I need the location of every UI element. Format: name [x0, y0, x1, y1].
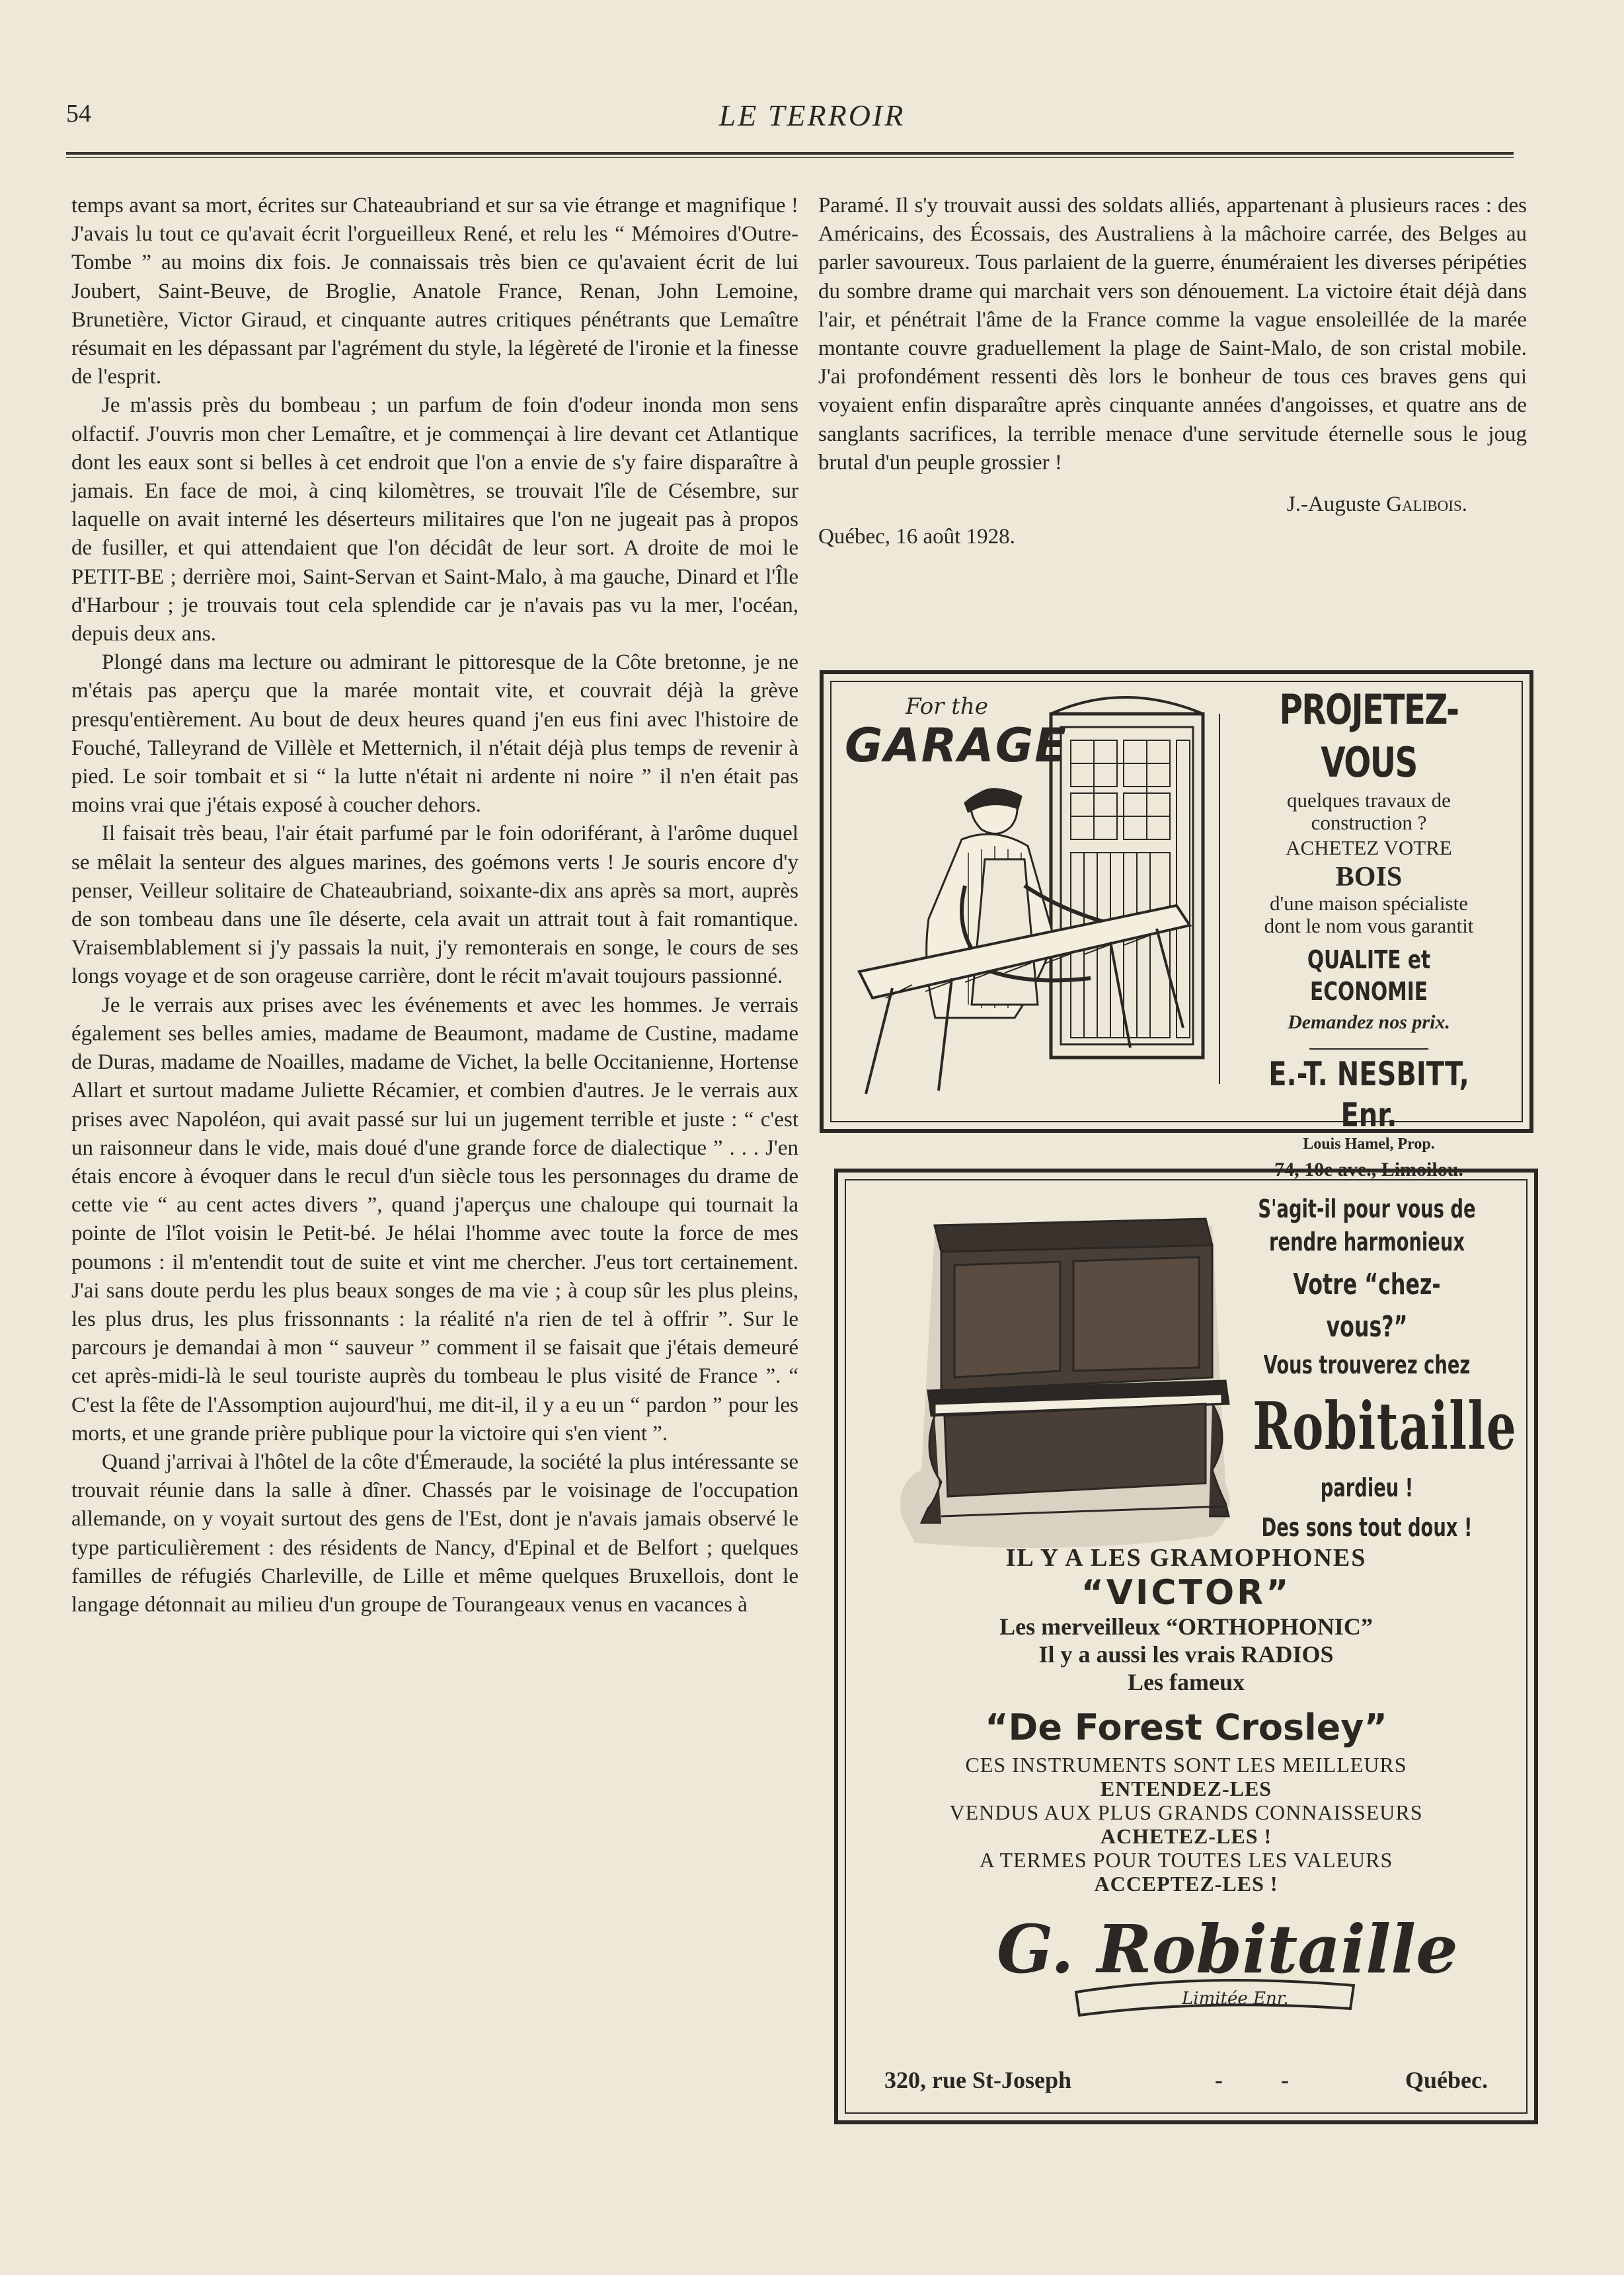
garage-small-text: For the [906, 693, 988, 720]
ad-headline: PROJETEZ-VOUS [1279, 685, 1459, 787]
ad-line-bois: BOIS [1335, 862, 1403, 892]
nesbitt-advertisement [820, 670, 1533, 1180]
ad-proprietor: Louis Hamel, Prop. [1303, 1136, 1435, 1153]
ad-line: ACHETEZ-LES ! [1100, 1824, 1272, 1848]
ad-line: VENDUS AUX PLUS GRANDS CONNAISSEURS [949, 1800, 1423, 1824]
ad-line: rendre harmonieux [1269, 1227, 1465, 1256]
ad-forest-crosley: “De Forest Crosley” [985, 1707, 1387, 1748]
ad-address: 74, 10e ave., Limoilou. [1274, 1159, 1463, 1180]
garage-worker-illustration [833, 687, 1223, 1110]
ad-line: construction ? [1311, 811, 1427, 834]
article-paragraph: Il faisait très beau, l'air était parfumé par le foin odoriférant, à l'arôme duquel se mêlait la senteur des algues marines, des goémons verts ! Je souris encore d'y penser, Veilleur solitaire de Chateaubriand, soixante-dix ans après sa mort, auprès de son tombeau dans une île déserte, cela avait un attrait tout à fait romantique. Vraisemblablement si j'y passais la nuit, j'y remonterais en songe, le cours de ses longs voyage et de son orageuse carrière, dont le récit m'avait toujours passionné. [71, 822, 798, 989]
page-number: 54 [66, 100, 91, 128]
article-paragraph: Plongé dans ma lecture ou admirant le pittoresque de la Côte bretonne, je ne m'étais pas aperçu que la marée montait vite, et couvrait déjà la grève presqu'entièrement. Au bout de deux heures quand j'en eus fini avec l'histoire de Fouché, Talleyrand de Villèle et Metternich, il n'était déjà plus temps de revenir à pied. Le soir tombait et si “ la lutte n'était ni ardente ni noire ” il n'en était pas moins vrai que j'étais exposé à coucher dehors. [71, 650, 798, 818]
ad-line: Des sons tout doux ! [1261, 1513, 1473, 1542]
ad-line: ACHETEZ VOTRE [1286, 836, 1452, 859]
author-signature [818, 490, 1527, 519]
ad-line: CES INSTRUMENTS SONT LES MEILLEURS [965, 1753, 1407, 1777]
article-left-column [71, 192, 798, 1619]
header-rule-thin [66, 157, 1514, 158]
header-rule [66, 152, 1514, 155]
robitaille-tagline [1208, 1192, 1526, 1544]
ad-city: Québec. [1405, 2067, 1488, 2093]
signature-text: G. Robitaille [997, 1910, 1458, 1988]
ad-line: pardieu ! [1320, 1473, 1414, 1502]
ad-line: Les merveilleux “ORTHOPHONIC” [999, 1613, 1373, 1640]
ad-prices-line: Demandez nos prix. [1288, 1011, 1450, 1033]
ad-line: ENTENDEZ-LES [1100, 1777, 1272, 1800]
ad-line: A TERMES POUR TOUTES LES VALEURS [979, 1848, 1393, 1872]
ad-line: ACCEPTEZ-LES ! [1094, 1872, 1278, 1896]
ad-line: quelques travaux de [1287, 789, 1451, 812]
ad-dash: - [1215, 2067, 1223, 2093]
ad-line: S'agit-il pour vous de [1258, 1194, 1476, 1223]
signature-ribbon-text: Limitée Enr. [1182, 1989, 1289, 2009]
piano-illustration [895, 1206, 1239, 1556]
author-prefix: J.-Auguste [1286, 492, 1387, 517]
article-paragraph: Quand j'arrivai à l'hôtel de la côte d'Émeraude, la société la plus intéressante se trouvait réunie dans la salle à dîner. Chassés par le voisinage de l'occupation allemande, on y voyait surtout des gens de l'Est, dont je n'avais jamais observé le type particulièrement : des résidents de Nancy, d'Epinal et de Belfort ; quelques familles de réfugiés Charleville, de Lille et même quelques Bruxellois, dont le langage détonnait au milieu d'un groupe de Tourangeaux venus en vacances à [71, 1449, 798, 1617]
article-paragraph: temps avant sa mort, écrites sur Chateaubriand et sur sa vie étrange et magnifique ! J'avais lu tout ce qu'avait écrit l'orgueilleux René, et relu les “ Mémoires d'Outre-Tombe ” au moins dix fois. Je connaissais très bien ce qu'avaient écrit de lui Joubert, Saint-Beuve, de Broglie, Anatole France, Renan, John Lemoine, Brunetière, Victor Giraud, et cinquante autres critiques pénétrants que Lemaître résumait en les dépassant par l'agrément du style, la légèreté de l'ironie et la finesse de l'esprit. [71, 194, 798, 389]
nesbitt-ad-text [1220, 683, 1518, 1181]
ad-brand-name: Robitaille [1253, 1389, 1518, 1465]
ad-company-name: E.-T. NESBITT, Enr. [1268, 1055, 1469, 1134]
garage-big-text: GARAGE [845, 718, 1067, 773]
ad-line: d'une maison spécialiste [1269, 892, 1468, 915]
dateline: Québec, 16 août 1928. [818, 525, 1015, 549]
ad-line: Il y a aussi les vrais RADIOS [1038, 1641, 1334, 1668]
robitaille-signature-logo [984, 1893, 1458, 2025]
ad-quality-line: QUALITE et ECONOMIE [1307, 945, 1431, 1006]
ad-line: dont le nom vous garantit [1264, 914, 1474, 937]
ad-line: IL Y A LES GRAMOPHONES [1005, 1544, 1367, 1572]
robitaille-product-list [838, 1543, 1534, 1896]
article-paragraph: Je le verrais aux prises avec les événements et avec les hommes. Je verrais également ses belles amies, madame de Beaumont, madame de Custine, madame de Duras, madame de Noailles, madame de Vichet, la belle Occitanienne, Hortense Allart et surtout madame Juliette Récamier, et combien d'autres. Je le verrais aux prises avec Napoléon, qui avait passé sur lui un jugement terrible et juste : “ c'est un raisonneur dans le vide, mais doué d'une grande force de dialectique ” . . . J'en étais encore à évoquer dans le recul d'un siècle tous les personnages du drame de cette vie “ au cent actes divers ”, quand j'aperçus une chaloupe qui tournait la pointe de l'îlot voisin le Petit-bé. Je hélai l'homme avec toute la force de mes poumons : il m'entendit tout de suite et vint me chercher. J'eus tort certainement. J'ai sans doute perdu les plus beaux songes de ma vie ; à coup sûr les plus pleins, les plus drus, les plus frissonnants : la réalité n'a rien de tel à offrir ”. Sur le parcours je demandai à mon “ sauveur ” comment il se faisait que j'étais demeuré cet après-midi-là le seul touriste auprès du tombeau le plus visité de France ”. “ C'est la fête de l'Assomption aujourd'hui, me dit-il, il y a eu un “ pardon ” pour les morts, et une grande prière publique pour la victoire qui s'en vient ”. [71, 993, 798, 1446]
ad-line: Votre “chez-vous?” [1293, 1268, 1441, 1344]
article-paragraph: Je m'assis près du bombeau ; un parfum de foin d'odeur inonda mon sens olfactif. J'ouvris mon cher Lemaître, et je commençai à lire devant cet Atlantique dont les eaux sont si belles à cet endroit que l'on a envie de s'y faire disparaître à jamais. En face de moi, à cinq kilomètres, se trouvait l'île de Césembre, sur laquelle on avait interné les déserteurs militaires que l'on ne jugeait pas à propos de fusiller, et qui attendaient que l'on décidât de leur sort. A droite de moi le PETIT-BE ; derrière moi, Saint-Servan et Saint-Malo, à ma gauche, Dinard et l'Île d'Harbour ; je trouvais tout cela splendide car je n'avais pas vu la mer, l'océan, depuis deux ans. [71, 393, 798, 646]
ad-address: 320, rue St-Joseph [884, 2067, 1072, 2093]
ad-victor: “VICTOR” [1081, 1573, 1292, 1613]
article-right-column [818, 192, 1527, 551]
ad-rule [1309, 1048, 1428, 1050]
article-paragraph: Paramé. Il s'y trouvait aussi des soldats alliés, appartenant à plusieurs races : des Américains, des Écossais, des Australiens à la mâchoire carrée, des Belges au parler savoureux. Tous parlaient de la guerre, énuméraient les diverses péripéties du sombre drame qui marchait vers son dénouement. La victoire était déjà dans l'air, et pénétrait l'âme de la France comme la vague ensoleillée de la marée montante couvre graduellement la plage de Saint-Malo, de son cristal mobile. J'ai profondément ressenti dès lors le bonheur de tous ces braves gens qui voyaient enfin disparaître après cinquante années d'angoisses, et quatre ans de sanglants sacrifices, la terrible menace d'une servitude éternelle sous le joug brutal d'un peuple grossier ! [818, 194, 1527, 475]
running-head-title: LE TERROIR [718, 98, 906, 132]
author-surname: Galibois. [1386, 492, 1467, 517]
ad-line: Vous trouverez chez [1263, 1350, 1471, 1379]
robitaille-advertisement [834, 1169, 1538, 2124]
ad-line: Les fameux [1128, 1669, 1245, 1695]
robitaille-address-line [884, 2066, 1488, 2094]
ad-dash: - [1281, 2067, 1289, 2093]
